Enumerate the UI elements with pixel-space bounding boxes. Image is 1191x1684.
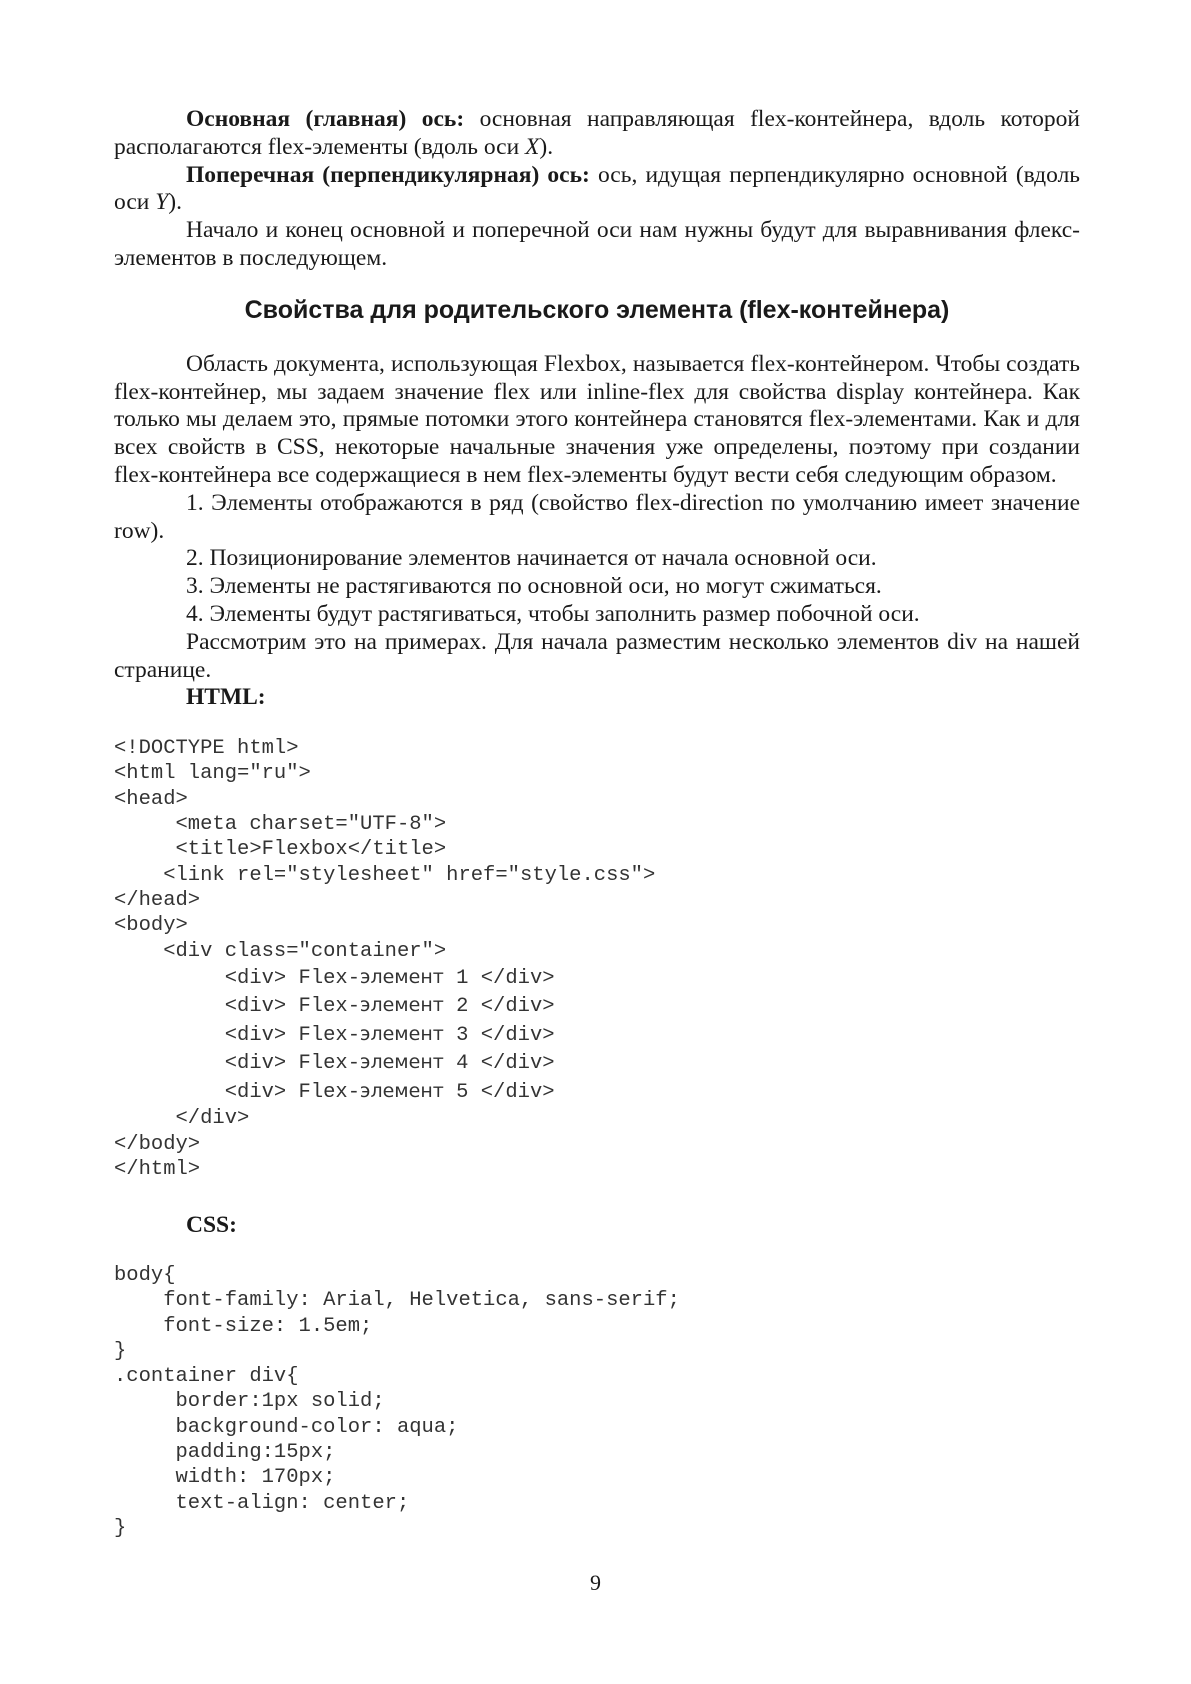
code-line: .container div{ <box>114 1365 299 1389</box>
list-item: 3. Элементы не растягиваются по основной оси, но могут сжиматься. <box>186 573 882 600</box>
code-line: </div> <box>114 1107 250 1131</box>
code-line: <div class="container"> <box>114 939 447 963</box>
code-line: } <box>114 1516 127 1540</box>
code-line: </html> <box>114 1157 201 1181</box>
code-line: font-size: 1.5em; <box>114 1314 373 1338</box>
html-code-block <box>114 736 1080 1182</box>
code-line: text-align: center; <box>114 1491 410 1515</box>
code-line: width: 170px; <box>114 1466 336 1490</box>
list-item: 4. Элементы будут растягиваться, чтобы заполнить размер побочной оси. <box>186 600 920 627</box>
code-line: <div> Flex-элемент 3 </div> <box>114 1022 555 1047</box>
axes-note-paragraph: Начало и конец основной и поперечной оси нам нужны будут для выравнивания флекс-элементов в последующем. <box>114 217 1080 271</box>
code-line: <body> <box>114 914 188 938</box>
css-label: CSS: <box>186 1212 237 1239</box>
code-line: border:1px solid; <box>114 1390 385 1414</box>
code-line: } <box>114 1339 127 1363</box>
code-line: <!DOCTYPE html> <box>114 737 299 761</box>
css-code-block <box>114 1263 1080 1541</box>
code-line: <link rel="stylesheet" href="style.css"> <box>114 863 656 887</box>
list-item: 2. Позиционирование элементов начинается от начала основной оси. <box>186 545 877 572</box>
body-paragraph: Рассмотрим это на примерах. Для начала разместим несколько элементов div на нашей странице. <box>114 628 1080 683</box>
cross-axis-paragraph: Поперечная (перпендикулярная) ось: ось, идущая перпендикулярно основной (вдоль оси Y). <box>114 161 1081 216</box>
code-line: <html lang="ru"> <box>114 762 311 786</box>
section-heading: Свойства для родительского элемента (flex-контейнера) <box>244 295 950 324</box>
code-line: <head> <box>114 787 188 811</box>
code-line: <div> Flex-элемент 2 </div> <box>114 994 555 1019</box>
document-page <box>114 106 1080 1541</box>
main-axis-paragraph: Основная (главная) ось: основная направляющая flex-контейнера, вдоль которой располагаются flex-элементы (вдоль оси X). <box>114 106 1080 160</box>
code-line: font-family: Arial, Helvetica, sans-serif; <box>114 1289 680 1313</box>
code-line: <div> Flex-элемент 4 </div> <box>114 1051 555 1076</box>
code-line: <meta charset="UTF-8"> <box>114 813 447 837</box>
code-line: background-color: aqua; <box>114 1415 459 1439</box>
code-line: </head> <box>114 888 201 912</box>
page-number: 9 <box>590 1570 601 1595</box>
main-axis-term: Основная (главная) ось: <box>186 106 465 132</box>
code-line: </body> <box>114 1132 201 1156</box>
code-line: <title>Flexbox</title> <box>114 838 447 862</box>
html-label: HTML: <box>186 684 266 711</box>
body-paragraph: Область документа, использующая Flexbox, называется flex-контейнером. Чтобы создать flex-контейнер, мы задаем значение flex или inline-flex для свойства display контейнера. Как только мы делаем это, прямые потомки этого контейнера становятся flex-элементами. Как и для всех свойств в CSS, некоторые начальные значения уже определены, поэтому при создании flex-контейнера все содержащиеся в нем flex-элементы будут вести себя следующим образом. <box>114 350 1080 488</box>
code-line: <div> Flex-элемент 5 </div> <box>114 1079 555 1104</box>
cross-axis-term: Поперечная (перпендикулярная) ось: <box>186 161 590 188</box>
code-line: <div> Flex-элемент 1 </div> <box>114 965 555 990</box>
list-item: 1. Элементы отображаются в ряд (свойство flex-direction по умолчанию имеет значение row). <box>114 489 1080 544</box>
code-line: body{ <box>114 1264 176 1287</box>
code-line: padding:15px; <box>114 1441 336 1465</box>
